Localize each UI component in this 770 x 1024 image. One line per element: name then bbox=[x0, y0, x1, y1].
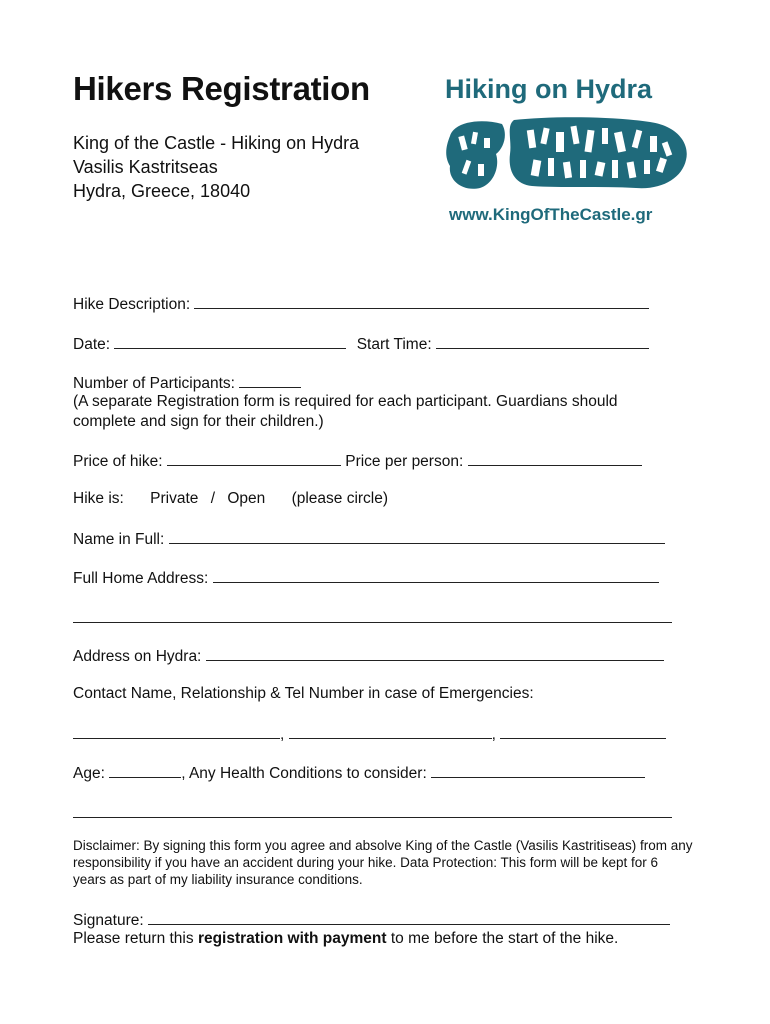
return-emphasis: registration with payment bbox=[197, 930, 387, 947]
address-line-2: Vasilis Kastritseas bbox=[73, 157, 218, 177]
emergency-phone-field[interactable] bbox=[500, 724, 666, 739]
brand-url-link[interactable]: www.KingOfTheCastle.gr bbox=[449, 205, 653, 224]
age-label: Age: bbox=[73, 765, 105, 782]
brand-name: Hiking on Hydra bbox=[445, 74, 653, 104]
start-time-label: Start Time: bbox=[356, 336, 432, 353]
comma-separator-1: , bbox=[280, 726, 285, 743]
age-health-row bbox=[73, 763, 645, 783]
date-field[interactable] bbox=[114, 334, 346, 349]
start-time-field[interactable] bbox=[436, 334, 649, 349]
return-prefix: Please return this bbox=[73, 930, 198, 947]
please-circle-note: (please circle) bbox=[291, 490, 389, 507]
health-conditions-field-line-2[interactable] bbox=[73, 817, 672, 818]
boot-print-logo-icon bbox=[440, 114, 690, 196]
private-option[interactable]: Private bbox=[150, 490, 199, 507]
home-address-row bbox=[73, 568, 659, 588]
hike-description-row bbox=[73, 294, 649, 314]
return-instructions bbox=[73, 930, 618, 948]
participants-label: Number of Participants: bbox=[73, 375, 235, 392]
disclaimer-text: Disclaimer: By signing this form you agree and absolve King of the Castle (Vasilis Kastritiseas) from any responsibility if you have an accident during your hike. Data Protection: This form will be kept for 6 years as part of my liability insurance conditions. bbox=[73, 838, 693, 887]
hike-type-row bbox=[73, 490, 388, 508]
health-conditions-field[interactable] bbox=[431, 763, 645, 778]
home-address-field-line-2[interactable] bbox=[73, 622, 672, 623]
address-line-3: Hydra, Greece, 18040 bbox=[73, 181, 251, 201]
hike-description-field[interactable] bbox=[194, 294, 649, 309]
hike-is-label: Hike is: bbox=[73, 490, 124, 507]
participants-note: (A separate Registration form is required for each participant. Guardians should complete and sign for their children.) bbox=[73, 393, 618, 430]
return-suffix: to me before the start of the hike. bbox=[386, 930, 619, 947]
price-per-person-label: Price per person: bbox=[345, 453, 464, 470]
name-row bbox=[73, 529, 665, 549]
emergency-contact-name-field[interactable] bbox=[73, 724, 280, 739]
emergency-contact-row bbox=[73, 724, 666, 744]
address-line-1: King of the Castle - Hiking on Hydra bbox=[73, 133, 360, 153]
signature-field[interactable] bbox=[148, 910, 670, 925]
comma-separator-2: , bbox=[491, 726, 496, 743]
price-row bbox=[73, 451, 642, 471]
full-home-address-field[interactable] bbox=[213, 568, 659, 583]
organizer-address bbox=[73, 131, 359, 203]
price-of-hike-label: Price of hike: bbox=[73, 453, 163, 470]
participants-field[interactable] bbox=[239, 373, 301, 388]
option-separator: / bbox=[210, 490, 216, 507]
name-in-full-label: Name in Full: bbox=[73, 531, 165, 548]
participants-row bbox=[73, 373, 301, 393]
price-per-person-field[interactable] bbox=[468, 451, 642, 466]
hike-description-label: Hike Description: bbox=[73, 296, 191, 313]
address-on-hydra-field[interactable] bbox=[206, 646, 664, 661]
health-conditions-label: , Any Health Conditions to consider: bbox=[181, 765, 427, 782]
open-option[interactable]: Open bbox=[227, 490, 266, 507]
age-field[interactable] bbox=[109, 763, 181, 778]
address-on-hydra-label: Address on Hydra: bbox=[73, 648, 202, 665]
emergency-contact-label: Contact Name, Relationship & Tel Number in case of Emergencies: bbox=[73, 685, 534, 702]
signature-label: Signature: bbox=[73, 912, 144, 929]
price-of-hike-field[interactable] bbox=[167, 451, 341, 466]
full-home-address-label: Full Home Address: bbox=[73, 570, 209, 587]
date-time-row bbox=[73, 334, 649, 354]
hydra-address-row bbox=[73, 646, 664, 666]
name-in-full-field[interactable] bbox=[169, 529, 665, 544]
emergency-relationship-field[interactable] bbox=[289, 724, 492, 739]
signature-row bbox=[73, 910, 670, 930]
date-label: Date: bbox=[73, 336, 111, 353]
page-title: Hikers Registration bbox=[73, 70, 370, 107]
